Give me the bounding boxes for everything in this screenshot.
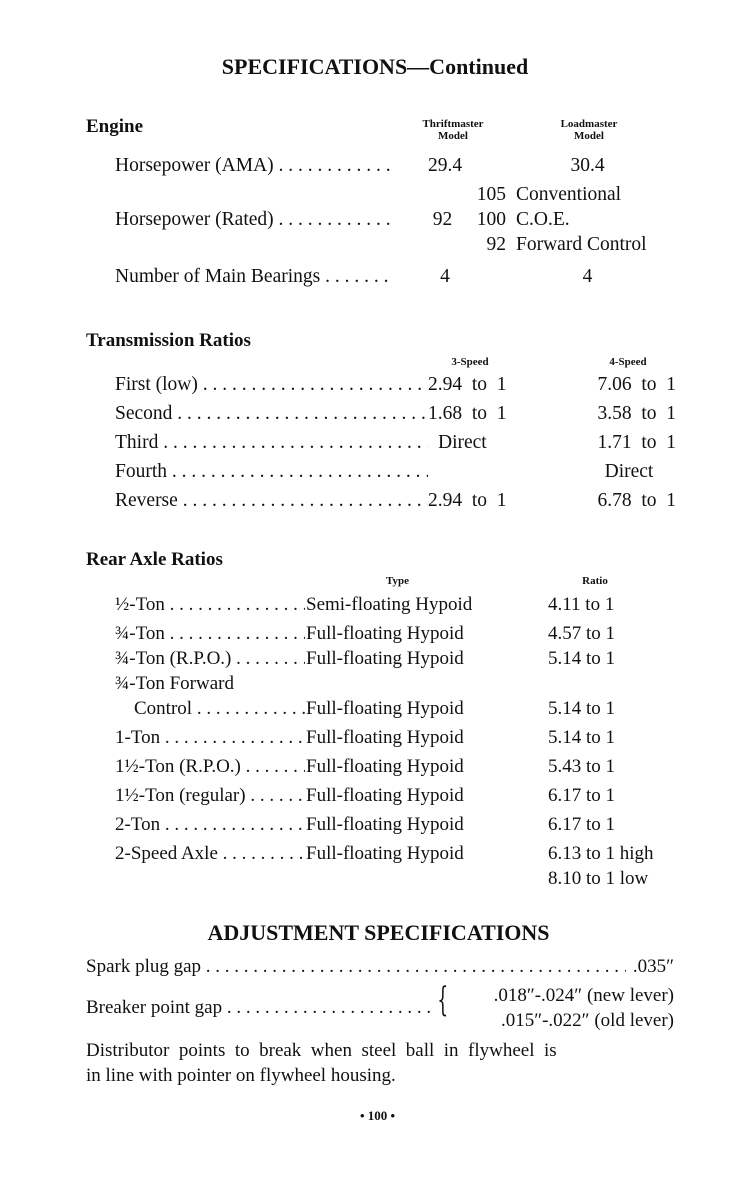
rear-axle-row-label	[115, 623, 305, 645]
rear-axle-ratio: 5.14 to 1	[548, 727, 616, 748]
label-text: Number of Main Bearings	[115, 266, 321, 287]
rear-axle-row-label	[115, 785, 305, 807]
adjustment-title: ADJUSTMENT SPECIFICATIONS	[207, 920, 550, 945]
transmission-value-4speed: 6.78 to 1	[597, 490, 676, 511]
transmission-row-label	[115, 490, 428, 512]
rear-axle-heading: Rear Axle Ratios	[86, 549, 223, 570]
breaker-gap-new: .018″-.024″ (new lever)	[493, 985, 674, 1006]
engine-value-type: Forward Control	[516, 234, 647, 255]
distributor-line-1: Distributor points to break when steel ball in flywheel is	[86, 1040, 557, 1061]
transmission-row-label	[115, 374, 428, 396]
transmission-row-label	[115, 432, 428, 454]
engine-row-label	[115, 266, 390, 288]
label-text: 1½-Ton (regular)	[115, 785, 246, 806]
transmission-value-4speed: Direct	[604, 461, 654, 482]
breaker-gap-old: .015″-.022″ (old lever)	[500, 1010, 674, 1031]
transmission-value-3speed: 2.94 to 1	[428, 490, 507, 511]
rear-axle-col-ratio: Ratio	[582, 575, 608, 587]
engine-heading: Engine	[86, 116, 144, 137]
rear-axle-row-label	[115, 648, 305, 670]
col-header-line: Loadmaster	[560, 118, 618, 130]
spark-plug-gap-label	[86, 956, 626, 978]
label-text: 2-Ton	[115, 814, 161, 835]
engine-value: 30.4	[570, 155, 605, 176]
rear-axle-type: Full-floating Hypoid	[306, 698, 464, 719]
rear-axle-ratio: 6.17 to 1	[548, 785, 616, 806]
rear-axle-type: Full-floating Hypoid	[306, 814, 464, 835]
label-text: Spark plug gap	[86, 956, 202, 977]
engine-value-num: 100	[476, 209, 506, 230]
rear-axle-type: Full-floating Hypoid	[306, 843, 464, 864]
engine-value: 29.4	[427, 155, 463, 176]
label-text: Third	[115, 432, 159, 453]
page-number: • 100 •	[359, 1108, 396, 1123]
rear-axle-ratio: 8.10 to 1 low	[548, 868, 649, 889]
label-text: Breaker point gap	[86, 997, 223, 1018]
rear-axle-type: Full-floating Hypoid	[306, 623, 464, 644]
rear-axle-ratio: 6.17 to 1	[548, 814, 616, 835]
transmission-col-4speed: 4-Speed	[609, 356, 647, 368]
transmission-value-3speed: 2.94 to 1	[428, 374, 507, 395]
rear-axle-ratio: 6.13 to 1 high	[548, 843, 654, 864]
label-text: Control	[134, 698, 193, 719]
page-title: SPECIFICATIONS—Continued	[221, 54, 529, 79]
breaker-point-gap-label	[86, 997, 431, 1019]
rear-axle-type: Full-floating Hypoid	[306, 727, 464, 748]
label-text: Fourth	[115, 461, 168, 482]
engine-value-type: Conventional	[516, 184, 622, 205]
rear-axle-type: Semi-floating Hypoid	[306, 594, 473, 615]
col-header-line: Model	[574, 130, 604, 142]
rear-axle-ratio: 5.14 to 1	[548, 648, 616, 669]
rear-axle-type: Full-floating Hypoid	[306, 648, 464, 669]
rear-axle-ratio: 5.14 to 1	[548, 698, 616, 719]
col-header-line: Model	[438, 130, 468, 142]
label-text: ¾-Ton	[115, 623, 165, 644]
transmission-value-4speed: 3.58 to 1	[597, 403, 676, 424]
engine-col-loadmaster	[534, 118, 644, 142]
rear-axle-row-label	[115, 843, 305, 865]
transmission-row-label	[115, 403, 428, 425]
brace-icon: {	[437, 980, 449, 1020]
label-text: Second	[115, 403, 173, 424]
label-text: ¾-Ton (R.P.O.)	[115, 648, 232, 669]
rear-axle-col-type: Type	[385, 575, 410, 587]
engine-value: 4	[440, 266, 450, 287]
label-text: First (low)	[115, 374, 198, 395]
transmission-value-4speed: 7.06 to 1	[597, 374, 676, 395]
engine-row-label	[115, 155, 390, 177]
distributor-line-2: in line with pointer on flywheel housing.	[86, 1065, 396, 1086]
engine-value: 92	[432, 209, 453, 230]
label-text: ½-Ton	[115, 594, 165, 615]
transmission-value-3speed: Direct	[438, 432, 487, 453]
rear-axle-type: Full-floating Hypoid	[306, 785, 464, 806]
rear-axle-row-label: ¾-Ton Forward	[115, 673, 234, 694]
col-header-line: Thriftmaster	[422, 118, 484, 130]
label-text: Reverse	[115, 490, 178, 511]
label-text: 1-Ton	[115, 727, 161, 748]
rear-axle-row-label	[115, 727, 305, 749]
rear-axle-ratio: 4.11 to 1	[548, 594, 615, 615]
rear-axle-row-label	[115, 814, 305, 836]
label-text: Horsepower (Rated)	[115, 209, 274, 230]
engine-col-thriftmaster	[398, 118, 508, 142]
rear-axle-ratio: 5.43 to 1	[548, 756, 616, 777]
transmission-col-3speed: 3-Speed	[451, 356, 489, 368]
transmission-value-4speed: 1.71 to 1	[597, 432, 676, 453]
label-text: Horsepower (AMA)	[115, 155, 274, 176]
rear-axle-type: Full-floating Hypoid	[306, 756, 464, 777]
label-text: 2-Speed Axle	[115, 843, 218, 864]
engine-value-type: C.O.E.	[516, 209, 570, 230]
rear-axle-row-label	[115, 594, 305, 616]
engine-row-label	[115, 209, 390, 231]
label-text: 1½-Ton (R.P.O.)	[115, 756, 241, 777]
spark-plug-gap-value: .035″	[632, 956, 674, 977]
engine-value-num: 92	[486, 234, 506, 255]
transmission-value-3speed: 1.68 to 1	[428, 403, 507, 424]
engine-value-num: 105	[476, 184, 506, 205]
rear-axle-ratio: 4.57 to 1	[548, 623, 616, 644]
rear-axle-row-label	[115, 756, 305, 778]
transmission-heading: Transmission Ratios	[86, 330, 251, 351]
rear-axle-row-label	[134, 698, 305, 720]
transmission-row-label	[115, 461, 428, 483]
engine-value: 4	[582, 266, 593, 287]
